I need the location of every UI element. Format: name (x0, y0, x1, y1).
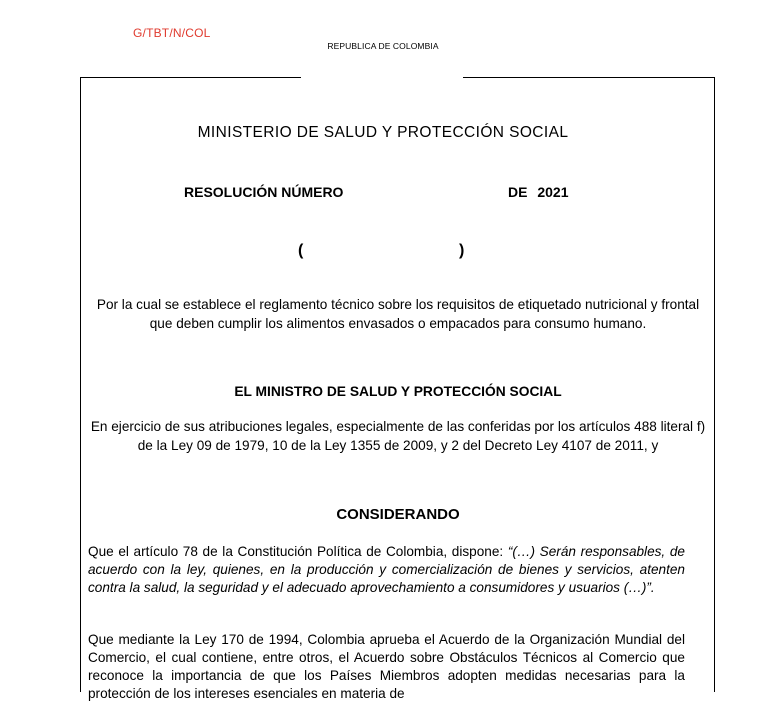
resolution-date-open-paren: ( (298, 242, 304, 259)
frame-top-right-line (463, 77, 715, 78)
resolution-purpose: Por la cual se establece el reglamento técnico sobre los requisitos de etiquetado nutricional y frontal que deben cumplir los alimentos envasados o empacados para consumo humano. (96, 297, 700, 331)
legal-powers-text: En ejercicio de sus atribuciones legales, especialmente de las conferidas por los artículos 488 literal f) de la Ley 09 de 1979, 10 de la Ley 1355 de 2009, y 2 del Decreto Ley 4107 de 2011, y (90, 419, 706, 453)
frame-top-left-line (80, 77, 301, 78)
minister-heading: EL MINISTRO DE SALUD Y PROTECCIÓN SOCIAL (234, 384, 562, 399)
paragraph-1-quote: “(…) Serán responsables, de acuerdo con la ley, quienes, en la producción y comercialización de bienes y servicios, atenten contra la salud, la seguridad y el adecuado aprovechamiento a consumidores y usuarios (…)”. (88, 544, 685, 595)
resolution-year: DE 2021 (508, 184, 569, 200)
ministry-title: MINISTERIO DE SALUD Y PROTECCIÓN SOCIAL (197, 124, 569, 141)
republic-header: REPUBLICA DE COLOMBIA (327, 41, 439, 51)
frame-right-line (714, 77, 715, 692)
resolution-date-close-paren: ) (459, 242, 465, 259)
document-code: G/TBT/N/COL (133, 26, 211, 40)
considering-heading: CONSIDERANDO (336, 506, 460, 523)
paragraph-1-intro: Que el artículo 78 de la Constitución Política de Colombia, dispone: (88, 544, 508, 559)
considering-paragraph-1 (88, 543, 685, 597)
frame-left-line (80, 77, 81, 692)
resolution-number-label: RESOLUCIÓN NÚMERO (184, 184, 344, 200)
considering-paragraph-2: Que mediante la Ley 170 de 1994, Colombia aprueba el Acuerdo de la Organización Mundial del Comercio, el cual contiene, entre otros, el Acuerdo sobre Obstáculos Técnicos al Comercio que reconoce la importancia de que los Países Miembros adopten medidas necesarias para la protección de los intereses esenciales en materia de (88, 632, 685, 701)
